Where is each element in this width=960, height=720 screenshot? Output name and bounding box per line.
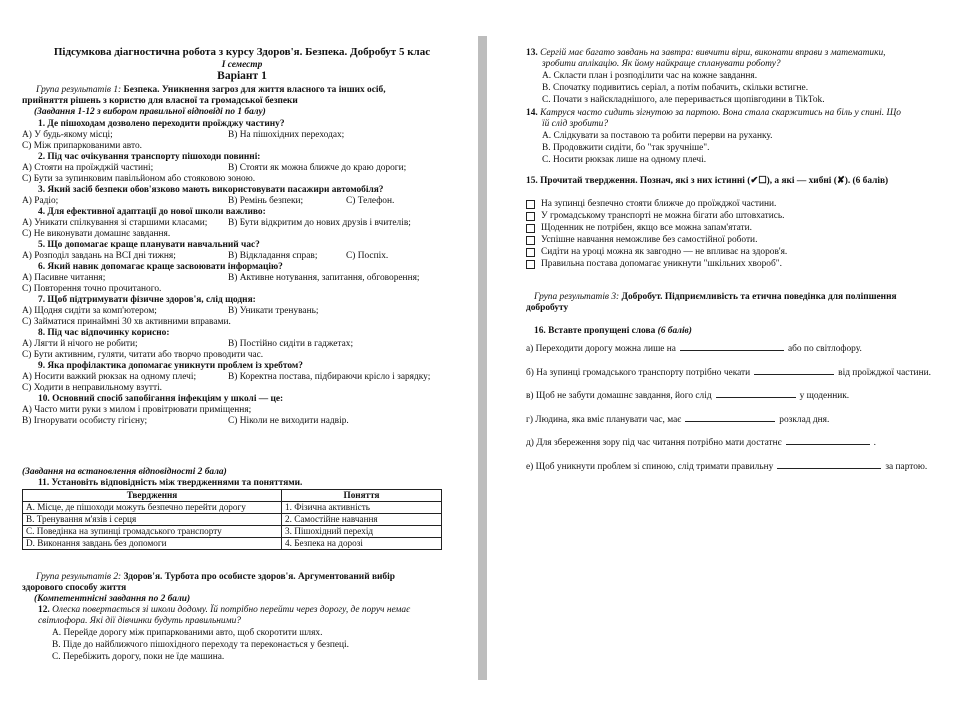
document-title: Підсумкова діагностична робота з курсу Здоров'я. Безпека. Добробут 5 клас [53, 46, 431, 58]
checkbox-icon[interactable] [526, 224, 535, 233]
group3-heading: Група результатів 3: Добробут. Підприємливість та етична поведінка для поліпшення [534, 292, 897, 302]
statement-item[interactable] [526, 211, 946, 222]
answer-row [22, 306, 462, 317]
answer-option[interactable]: С) Телефон. [346, 196, 395, 206]
group1-heading-line2: прийняття рішень з користю для власної та громадської безпеки [22, 96, 298, 106]
question-10: 10. Основний спосіб запобігання інфекціям у школі — це: [38, 394, 284, 404]
answer-row [22, 229, 462, 240]
blank-field[interactable] [754, 366, 834, 375]
checkbox-icon[interactable] [526, 200, 535, 209]
answer-option[interactable]: В) Бути відкритим до нових друзів і вчителів; [228, 218, 411, 228]
table-row [23, 538, 442, 550]
fill-in-item [526, 436, 946, 449]
answer-option[interactable]: С) Не виконувати домашнє завдання. [22, 229, 171, 239]
question-2: 2. Під час очікування транспорту пішоходи повинні: [38, 152, 261, 162]
concept-cell: 4. Безпека на дорозі [282, 538, 442, 550]
answer-option[interactable]: А) У будь-якому місці; [22, 130, 113, 140]
blank-field[interactable] [777, 460, 881, 469]
answer-option[interactable]: С) Займатися принаймні 30 хв активними вправами. [22, 317, 231, 327]
question-8: 8. Під час відпочинку корисно: [38, 328, 170, 338]
answer-option[interactable]: В) Активне нотування, запитання, обговорення; [228, 273, 420, 283]
fill-in-prefix: в) Щоб не забути домашнє завдання, його слід [526, 391, 712, 401]
question-4: 4. Для ефективної адаптації до нової школи важливо: [38, 207, 266, 217]
concept-cell: 2. Самостійне навчання [282, 514, 442, 526]
fill-in-item [526, 460, 946, 473]
answer-option[interactable]: В) Ремінь безпеки; [228, 196, 304, 206]
answer-option[interactable]: В) На пішохідних переходах; [228, 130, 345, 140]
statement-item[interactable] [526, 223, 946, 234]
question-14: 14. Катруся часто сидить зігнутою за партою. Вона стала скаржитись на біль у спині. Що [526, 108, 901, 118]
answer-option[interactable]: А) Лягти й нічого не робити; [22, 339, 138, 349]
answer-row [22, 174, 462, 185]
statement-item[interactable] [526, 199, 946, 210]
statement-item[interactable] [526, 247, 946, 258]
matching-header-statements: Твердження [23, 490, 282, 502]
fill-in-suffix: розклад дня. [779, 414, 830, 425]
statement-text: Правильна постава допомагає уникнути "шкільних хвороб". [541, 259, 782, 269]
checkbox-icon[interactable] [526, 236, 535, 245]
checkbox-icon[interactable] [526, 212, 535, 221]
fill-in-prefix: г) Людина, яка вміє планувати час, має [526, 414, 682, 425]
statement-text: У громадському транспорті не можна бігати або штовхатись. [541, 211, 785, 221]
fill-in-suffix: у щоденник. [799, 391, 850, 401]
matching-table-wrap [22, 489, 462, 550]
fill-in-prefix: б) На зупинці громадського транспорту потрібно чекати [526, 367, 751, 378]
page-divider [478, 36, 487, 680]
fill-in-item [526, 366, 946, 379]
q14-option-a: А. Слідкувати за поставою та робити перерви на руханку. [542, 131, 773, 141]
answer-option[interactable]: С) Бути активним, гуляти, читати або творчо проводити час. [22, 350, 264, 360]
fill-in-suffix: за партою. [885, 461, 928, 472]
answer-option[interactable]: С) Ніколи не виходити надвір. [228, 416, 349, 426]
answer-option[interactable]: С) Ходити в неправильному взутті. [22, 383, 163, 393]
answer-option[interactable]: С) Повторення точно прочитаного. [22, 284, 162, 294]
answer-row [22, 141, 462, 152]
matching-table [22, 489, 442, 550]
answer-option[interactable]: В) Коректна постава, підбираючи крісло і зарядку; [228, 372, 431, 382]
semester-label: I семестр [221, 60, 263, 70]
fill-in-item [526, 389, 946, 402]
question-6: 6. Який навик допомагає краще засвоювати інформацію? [38, 262, 283, 272]
answer-option[interactable]: В) Уникати тренувань; [228, 306, 319, 316]
fill-in-suffix: або по світлофору. [787, 344, 862, 354]
question-12: 12. Олеска повертається зі школи додому. Їй потрібно перейти через дорогу, де поруч немає [38, 605, 411, 615]
fill-in-item [526, 342, 946, 355]
question-1: 1. Де пішоходам дозволено переходити проїжджу частину? [38, 119, 285, 129]
answer-option[interactable]: В) Стояти як можна ближче до краю дороги; [228, 163, 407, 173]
answer-option[interactable]: В) Постійно сидіти в гаджетах; [228, 339, 354, 349]
answer-option[interactable]: А) Уникати спілкування зі старшими класами; [22, 218, 208, 228]
statement-text: На зупинці безпечно стояти ближче до проїжджої частини. [541, 199, 777, 209]
blank-field[interactable] [680, 342, 784, 351]
concept-cell: 3. Пішохідний перехід [282, 526, 442, 538]
question-9: 9. Яка профілактика допомагає уникнути проблем із хребтом? [38, 361, 303, 371]
fill-in-suffix: . [873, 438, 876, 448]
group2-heading-line2: здорового способу життя [22, 583, 127, 593]
answer-option[interactable]: А) Носити важкий рюкзак на одному плечі; [22, 372, 197, 382]
question-5: 5. Що допомагає краще планувати навчальний час? [38, 240, 260, 250]
answer-row [22, 383, 462, 394]
statement-item[interactable] [526, 235, 946, 246]
answer-row [22, 284, 462, 295]
question-12-line2: світлофора. Які дії дівчинки будуть правильними? [38, 616, 241, 626]
group1-tasks-note: (Завдання 1-12 з вибором правильної відповіді по 1 балу) [34, 107, 266, 117]
answer-row [22, 339, 462, 350]
group3-heading-line2: добробуту [526, 303, 569, 313]
left-page [0, 34, 470, 720]
q12-option-a: А. Перейде дорогу між припаркованими авто, щоб скоротити шлях. [52, 628, 323, 638]
answer-option[interactable]: А) Щодня сидіти за комп'ютером; [22, 306, 157, 316]
question-15: 15. Прочитай твердження. Познач, які з них істинні (✔☐), а які — хибні (✘). (6 балів) [526, 176, 889, 186]
answer-row [22, 350, 462, 361]
answer-option[interactable]: А) Розподіл завдань на ВСІ дні тижня; [22, 251, 176, 261]
right-page [490, 34, 960, 720]
table-row [23, 526, 442, 538]
statement-cell: В. Тренування м'язів і серця [23, 514, 282, 526]
fill-in-item [526, 413, 946, 426]
answer-option[interactable]: С) Поспіх. [346, 251, 389, 261]
answer-option[interactable]: С) Між припаркованими авто. [22, 141, 142, 151]
question-13-line2: зробити аплікацію. Як йому найкраще спланувати роботу? [542, 59, 781, 69]
question-13: 13. Сергій має багато завдань на завтра: вивчити вірш, виконати вправи з математики, [526, 48, 886, 58]
table-row [23, 502, 442, 514]
answer-option[interactable]: В) Відкладання справ; [228, 251, 318, 261]
question-3: 3. Який засіб безпеки обов'язково мають використовувати пасажири автомобіля? [38, 185, 384, 195]
answer-row [22, 273, 462, 284]
fill-in-prefix: е) Щоб уникнути проблем зі спиною, слід тримати правильну [526, 461, 774, 472]
fill-in-suffix: від проїжджої частини. [838, 367, 931, 378]
variant-label: Варіант 1 [217, 70, 267, 82]
answer-row [22, 251, 462, 262]
q12-option-b: В. Піде до найближчого пішохідного переходу та переконається у безпеці. [52, 640, 349, 650]
q14-option-c: С. Носити рюкзак лише на одному плечі. [542, 155, 707, 165]
matching-note: (Завдання на встановлення відповідності 2 бала) [22, 467, 227, 477]
q12-option-c: С. Перебіжить дорогу, поки не їде машина. [52, 652, 225, 662]
statement-cell: D. Виконання завдань без допомоги [23, 538, 282, 550]
q13-option-a: А. Скласти план і розподілити час на кожне завдання. [542, 71, 758, 81]
statement-cell: А. Місце, де пішоходи можуть безпечно перейти дорогу [23, 502, 282, 514]
answer-option[interactable]: С) Бути за зупинковим павільйоном або стояковою зоною. [22, 174, 256, 184]
answer-row [22, 130, 462, 141]
answer-option[interactable]: А) Пасивне читання; [22, 273, 106, 283]
answer-row [22, 405, 462, 416]
question-14-line2: їй слід зробити? [542, 119, 609, 129]
table-row [23, 514, 442, 526]
statement-text: Сидіти на уроці можна як завгодно — не впливає на здоров'я. [541, 247, 788, 257]
question-16: 16. Вставте пропущені слова (6 балів) [534, 326, 692, 336]
q13-option-c: С. Почати з найскладнішого, але переривається щопівгодини в TikTok. [542, 95, 825, 105]
answer-row [22, 196, 462, 207]
blank-field[interactable] [786, 436, 870, 445]
statement-cell: С. Поведінка на зупинці громадського транспорту [23, 526, 282, 538]
answer-row [22, 317, 462, 328]
statement-item[interactable] [526, 259, 946, 270]
concept-cell: 1. Фізична активність [282, 502, 442, 514]
answer-row [22, 163, 462, 174]
answer-option[interactable]: А) Часто мити руки з милом і провітрювати приміщення; [22, 405, 252, 415]
q13-option-b: В. Спочатку подивитись серіал, а потім побачить, скільки встигне. [542, 83, 809, 93]
statement-text: Щоденник не потрібен, якщо все можна запам'ятати. [541, 223, 752, 233]
blank-field[interactable] [685, 413, 775, 422]
checkbox-icon[interactable] [526, 260, 535, 269]
answer-option[interactable]: А) Радіо; [22, 196, 59, 206]
statement-text: Успішне навчання неможливе без самостійної роботи. [541, 235, 758, 245]
blank-field[interactable] [716, 389, 796, 398]
matching-question: 11. Установіть відповідність між твердженнями та поняттями. [38, 478, 303, 488]
answer-row [22, 372, 462, 383]
question-7: 7. Щоб підтримувати фізичне здоров'я, слід щодня: [38, 295, 256, 305]
group1-heading: Група результатів 1: Безпека. Уникнення загроз для життя власного та інших осіб, [36, 85, 386, 95]
fill-in-prefix: д) Для збереження зору під час читання потрібно мати достатнє [526, 438, 782, 448]
answer-row [22, 416, 462, 427]
answer-option[interactable]: А) Стояти на проїжджій частині; [22, 163, 154, 173]
answer-row [22, 218, 462, 229]
group2-note: (Компетентнісні завдання по 2 бали) [34, 594, 191, 604]
fill-in-prefix: а) Переходити дорогу можна лише на [526, 344, 676, 354]
checkbox-icon[interactable] [526, 248, 535, 257]
matching-header-concepts: Поняття [282, 490, 442, 502]
group2-heading: Група результатів 2: Здоров'я. Турбота про особисте здоров'я. Аргументований вибір [36, 572, 395, 582]
q14-option-b: В. Продовжити сидіти, бо "так зручніше". [542, 143, 710, 153]
answer-option[interactable]: В) Ігнорувати особисту гігієну; [22, 416, 148, 426]
